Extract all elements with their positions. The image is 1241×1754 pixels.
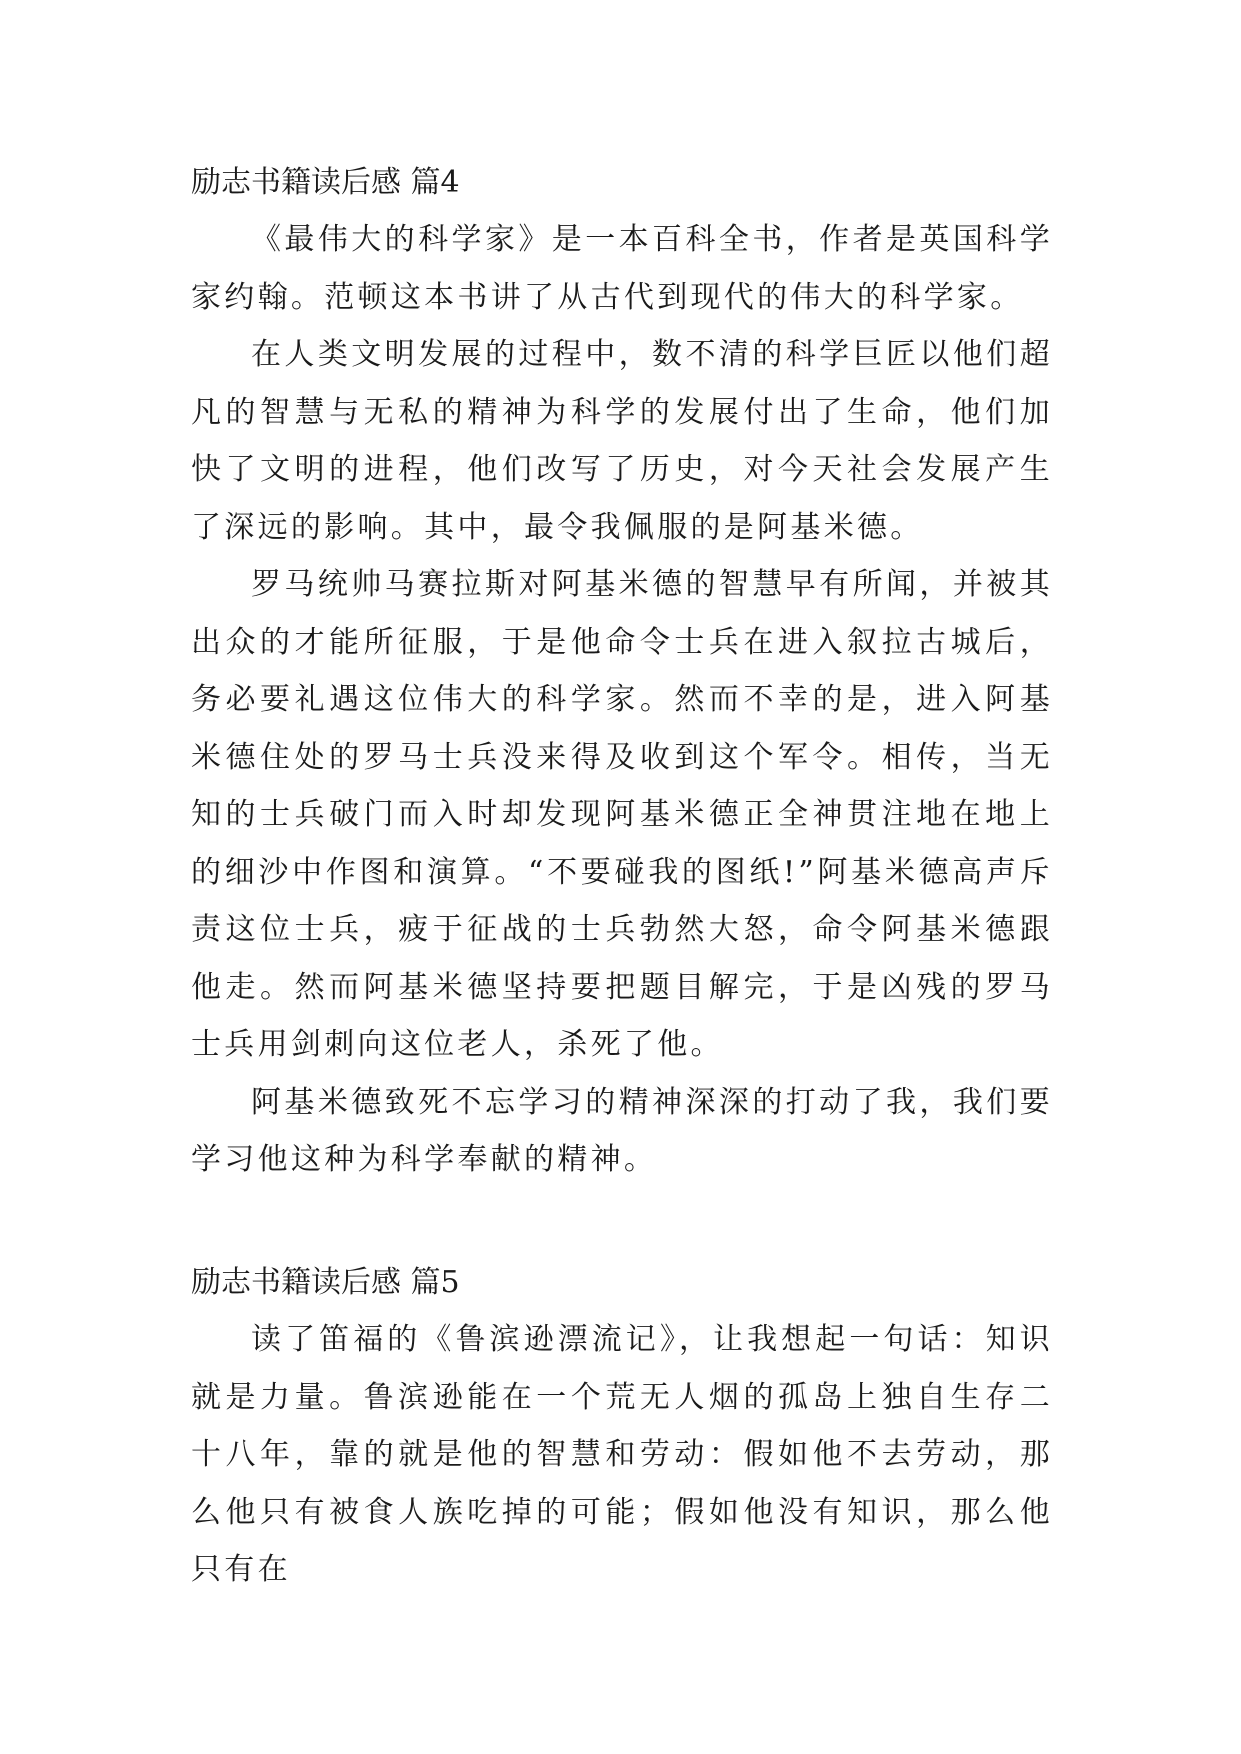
paragraph: 阿基米德致死不忘学习的精神深深的打动了我，我们要学习他这种为科学奉献的精神。 [191,1084,1053,1177]
paragraph: 罗马统帅马赛拉斯对阿基米德的智慧早有所闻，并被其出众的才能所征服，于是他命令士兵在进入叙拉古城后，务必要礼遇这位伟大的科学家。然而不幸的是，进入阿基米德住处的罗马士兵没来得及收到这个军令。相传，当无知的士兵破门而入时却发现阿基米德正全神贯注地在地上的细沙中作图和演算。“不要碰我的图纸!”阿基米德高声斥责这位士兵，疲于征战的士兵勃然大怒，命令阿基米德跟他走。然而阿基米德坚持要把题目解完，于是凶残的罗马士兵用剑刺向这位老人，杀死了他。 [191,567,1053,1062]
paragraph: 读了笛福的《鲁滨逊漂流记》，让我想起一句话：知识就是力量。鲁滨逊能在一个荒无人烟的孤岛上独自生存二十八年，靠的就是他的智慧和劳动：假如他不去劳动，那么他只有被食人族吃掉的可能；假如他没有知识，那么他只有在 [191,1322,1053,1587]
section-heading: 励志书籍读后感 篇5 [191,1265,460,1300]
paragraph: 《最伟大的科学家》是一本百科全书，作者是英国科学家约翰。范顿这本书讲了从古代到现代的伟大的科学家。 [191,222,1053,315]
essay-section-5 [191,1254,1053,1599]
paragraph: 在人类文明发展的过程中，数不清的科学巨匠以他们超凡的智慧与无私的精神为科学的发展付出了生命，他们加快了文明的进程，他们改写了历史，对今天社会发展产生了深远的影响。其中，最令我佩服的是阿基米德。 [191,337,1053,545]
essay-section-4 [191,154,1053,1189]
section-heading: 励志书籍读后感 篇4 [191,165,460,200]
